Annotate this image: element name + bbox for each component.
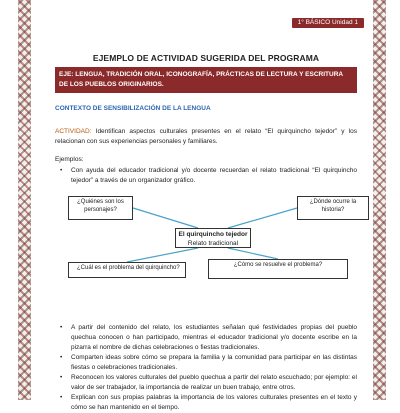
question-box-resolution: ¿Cómo se resuelve el problema? (208, 259, 348, 279)
question-box-characters: ¿Quiénes son los personajes? (68, 196, 133, 220)
center-box (175, 228, 251, 248)
connector-line (228, 208, 297, 228)
center-subtitle: Relato tradicional (187, 240, 239, 247)
list-item: • Comparten ideas sobre cómo se prepara la familia y la comunidad para participar en las distintas fiestas o celebraciones tradicionales. (55, 353, 357, 373)
activity-steps-list (55, 323, 357, 413)
axis-banner: EJE: LENGUA, TRADICIÓN ORAL, ICONOGRAFÍA, PRÁCTICAS DE LECTURA Y ESCRITURA DE LOS PUEBLOS ORIGINARIOS. (55, 67, 357, 93)
question-box-location: ¿Dónde ocurre la historia? (297, 196, 369, 220)
list-item: • Con ayuda del educador tradicional y/o docente recuerdan el relato tradicional “El quirquincho tejedor” a través de un organizador gráfico. (55, 166, 357, 186)
graphic-organizer (63, 192, 373, 297)
question-box-problem: ¿Cuál es el problema del quirquincho? (68, 262, 186, 278)
decorative-border-right (373, 0, 386, 400)
activity-label: ACTIVIDAD: (55, 128, 92, 135)
activity-text: Identifican aspectos culturales presentes en el relato “El quirquincho tejedor” y los relacionan con sus experiencias personales y familiares. (55, 128, 357, 145)
decorative-border-left (18, 0, 31, 400)
connector-line (228, 248, 278, 259)
examples-label: Ejemplos: (55, 156, 84, 163)
connector-line (127, 248, 198, 262)
list-item: • Reconocen los valores culturales del pueblo quechua a partir del relato escuchado; por ejemplo: el valor de ser trabajador, la importancia de realizar un buen trabajo, entre otros. (55, 373, 357, 393)
section-heading: CONTEXTO DE SENSIBILIZACIÓN DE LA LENGUA (55, 105, 211, 112)
list-item: • A partir del contenido del relato, los estudiantes señalan qué festividades propias del pueblo quechua conocen o han participado, mientras el educador tradicional y/o docente escribe en la pizarra el nombre de dichas celebraciones o fiestas tradicionales. (55, 323, 357, 353)
center-title: El quirquincho tejedor (178, 231, 248, 238)
connector-line (133, 208, 198, 228)
examples-list (55, 166, 357, 186)
list-item: • Explican con sus propias palabras la importancia de los valores culturales presentes en el texto y cómo se han mantenido en el tiempo. (55, 393, 357, 413)
page-title: EJEMPLO DE ACTIVIDAD SUGERIDA DEL PROGRAMA (92, 53, 320, 63)
grade-unit-tag: 1° BÁSICO Unidad 1 (292, 18, 364, 28)
activity-paragraph (55, 127, 357, 147)
